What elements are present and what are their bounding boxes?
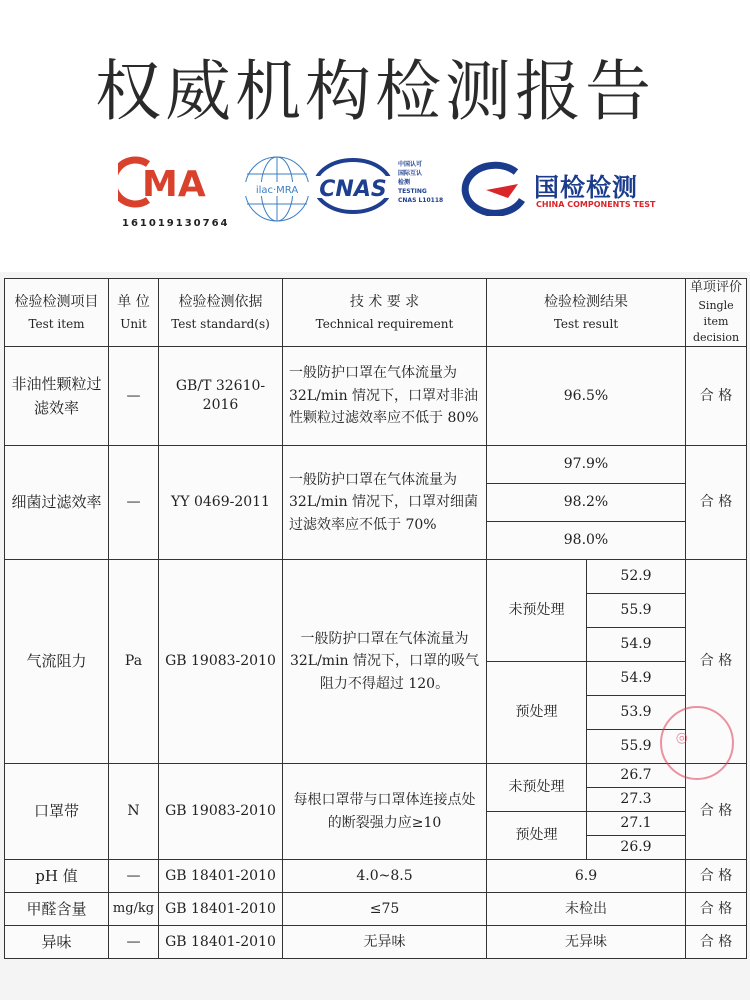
row-unit: — xyxy=(109,446,159,560)
row-standard: YY 0469-2011 xyxy=(159,446,283,560)
seal-mark-icon: ◎ xyxy=(672,727,692,749)
cnas-logo xyxy=(312,156,452,226)
row-item: 异味 xyxy=(5,926,109,959)
row-value: 52.9 xyxy=(587,560,686,594)
table-row xyxy=(5,893,747,926)
row-result: 96.5% xyxy=(487,347,686,446)
row-unit: — xyxy=(109,926,159,959)
header-row xyxy=(5,279,747,347)
row-result: 97.9% xyxy=(487,446,686,484)
row-unit: — xyxy=(109,860,159,893)
row-decision: 合 格 xyxy=(686,560,747,764)
row-item: pH 值 xyxy=(5,860,109,893)
red-seal-stamp xyxy=(660,706,734,780)
cnas-side-line: CNAS L10118 xyxy=(398,197,444,204)
row-unit: Pa xyxy=(109,560,159,764)
row-group: 未预处理 xyxy=(487,764,587,812)
row-item: 细菌过滤效率 xyxy=(5,446,109,560)
row-item: 非油性颗粒过滤效率 xyxy=(5,347,109,446)
header-decision-en2: decision xyxy=(692,330,740,344)
row-decision: 合 格 xyxy=(686,893,747,926)
row-result: 无异味 xyxy=(487,926,686,959)
header-requirement-en: Technical requirement xyxy=(315,316,454,331)
ccic-cn: 国检检测 xyxy=(534,173,639,202)
row-result: 6.9 xyxy=(487,860,686,893)
header-requirement xyxy=(283,279,487,347)
table-row xyxy=(5,347,747,446)
header-standard-cn: 检验检测依据 xyxy=(178,293,263,310)
cnas-side-line: 国际互认 xyxy=(398,170,423,177)
row-requirement: 一般防护口罩在气体流量为 32L/min 情况下，口罩的吸气阻力不得超过 120。 xyxy=(283,560,487,764)
row-unit: mg/kg xyxy=(109,893,159,926)
row-unit: — xyxy=(109,347,159,446)
row-standard: GB 18401-2010 xyxy=(159,926,283,959)
row-standard: GB 18401-2010 xyxy=(159,860,283,893)
row-value: 26.9 xyxy=(587,836,686,860)
header-item-cn: 检验检测项目 xyxy=(14,293,99,310)
row-standard: GB 18401-2010 xyxy=(159,893,283,926)
row-item: 甲醛含量 xyxy=(5,893,109,926)
table-row xyxy=(5,560,747,594)
row-decision: 合 格 xyxy=(686,860,747,893)
row-group: 未预处理 xyxy=(487,560,587,662)
cma-logo xyxy=(118,156,233,230)
row-standard: GB/T 32610-2016 xyxy=(159,347,283,446)
header-item xyxy=(5,279,109,347)
header-decision-en1: Single item xyxy=(698,299,734,328)
row-value: 54.9 xyxy=(587,628,686,662)
header-decision xyxy=(686,279,747,347)
row-value: 54.9 xyxy=(587,662,686,696)
row-value: 53.9 xyxy=(587,696,686,730)
ccic-en: CHINA COMPONENTS TEST xyxy=(536,200,656,209)
cnas-side-line: 中国认可 xyxy=(398,161,423,168)
row-result: 98.0% xyxy=(487,522,686,560)
ilac-text: ilac·MRA xyxy=(255,185,299,196)
table-row xyxy=(5,764,747,788)
table-row xyxy=(5,926,747,959)
row-decision: 合 格 xyxy=(686,926,747,959)
row-unit: N xyxy=(109,764,159,860)
ilac-globe-icon xyxy=(242,154,312,224)
accreditation-logos xyxy=(0,150,750,230)
row-item: 气流阻力 xyxy=(5,560,109,764)
header-standard-en: Test standard(s) xyxy=(171,316,270,331)
row-value: 26.7 xyxy=(587,764,686,788)
header-result-en: Test result xyxy=(553,316,619,331)
cma-code: 161019130764 xyxy=(122,218,230,229)
row-value: 55.9 xyxy=(587,594,686,628)
header-unit-en: Unit xyxy=(120,316,147,331)
row-requirement: 一般防护口罩在气体流量为 32L/min 情况下，口罩对非油性颗粒过滤效率应不低于 80% xyxy=(283,347,487,446)
table-row xyxy=(5,446,747,484)
header-requirement-cn: 技 术 要 求 xyxy=(349,293,420,310)
ilac-mra-logo xyxy=(242,154,312,224)
row-group: 预处理 xyxy=(487,812,587,860)
cma-letters: MA xyxy=(142,164,206,205)
row-requirement: 无异味 xyxy=(283,926,487,959)
header-item-en: Test item xyxy=(28,316,85,331)
row-value: 27.1 xyxy=(587,812,686,836)
row-result: 未检出 xyxy=(487,893,686,926)
header-result-cn: 检验检测结果 xyxy=(544,293,628,310)
page-title: 权威机构检测报告 xyxy=(95,53,655,130)
cnas-side-text xyxy=(398,160,443,205)
header-standard xyxy=(159,279,283,347)
row-requirement: 4.0~8.5 xyxy=(283,860,487,893)
row-group: 预处理 xyxy=(487,662,587,764)
table-row xyxy=(5,860,747,893)
row-decision: 合 格 xyxy=(686,446,747,560)
row-result: 98.2% xyxy=(487,484,686,522)
ccic-logo xyxy=(456,160,666,226)
cnas-mark-icon xyxy=(312,156,394,216)
header-result xyxy=(487,279,686,347)
cma-mark-icon xyxy=(118,156,233,208)
cnas-side-line: TESTING xyxy=(398,188,427,195)
cnas-side-line: 检测 xyxy=(398,179,411,186)
row-requirement: 一般防护口罩在气体流量为 32L/min 情况下，口罩对细菌过滤效率应不低于 70% xyxy=(283,446,487,560)
cnas-text: CNAS xyxy=(319,177,387,202)
row-decision: 合 格 xyxy=(686,347,747,446)
row-standard: GB 19083-2010 xyxy=(159,764,283,860)
row-value: 55.9 xyxy=(587,730,686,764)
row-decision: 合 格 xyxy=(686,764,747,860)
test-report-table xyxy=(4,278,747,959)
header-decision-cn: 单项评价 xyxy=(689,280,742,296)
row-requirement: ≤75 xyxy=(283,893,487,926)
ccic-swoosh-icon xyxy=(456,160,528,216)
header-unit-cn: 单 位 xyxy=(117,293,150,310)
row-requirement: 每根口罩带与口罩体连接点处的断裂强力应≥10 xyxy=(283,764,487,860)
row-standard: GB 19083-2010 xyxy=(159,560,283,764)
row-item: 口罩带 xyxy=(5,764,109,860)
header-unit xyxy=(109,279,159,347)
row-value: 27.3 xyxy=(587,788,686,812)
